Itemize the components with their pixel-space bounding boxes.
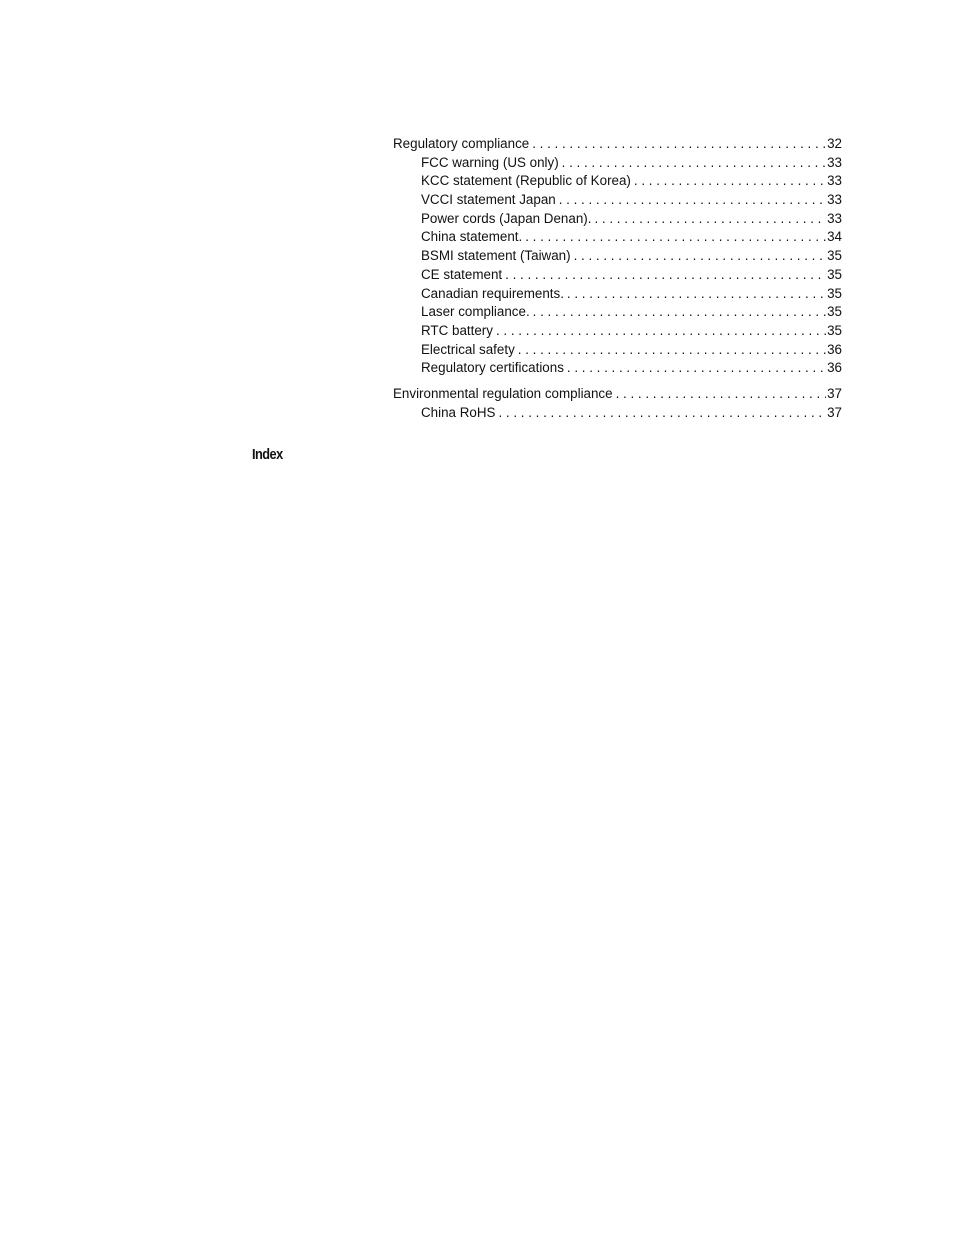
toc-entry[interactable] [393,191,842,210]
toc-entry-page: 33 [827,192,842,208]
toc-entry-page: 35 [827,322,842,338]
toc-entry-title: Laser compliance. [421,304,530,320]
toc-entry[interactable] [393,322,842,341]
dot-leader [559,191,826,210]
dot-leader [594,210,826,229]
toc-entry-page: 33 [827,173,842,189]
dot-leader [496,322,826,341]
dot-leader [533,303,826,322]
dot-leader [562,154,826,173]
dot-leader [574,247,827,266]
dot-leader [634,172,826,191]
dot-leader [567,359,826,378]
toc-entry-page: 35 [827,248,842,264]
toc-entry-page: 37 [827,404,842,420]
toc-entry-page: 35 [827,304,842,320]
toc-entry-page: 36 [827,341,842,357]
toc-entry-title: RTC battery [421,322,493,338]
dot-leader [532,135,826,154]
toc-entry-title: CE statement [421,266,503,282]
toc-entry-title: VCCI statement Japan [421,192,556,208]
toc-entry[interactable] [393,247,842,266]
toc-entry-page: 33 [827,154,842,170]
toc-entry-page: 35 [827,285,842,301]
toc-entry-page: 35 [827,266,842,282]
toc-entry[interactable] [393,404,842,423]
dot-leader [505,266,826,285]
toc-entry[interactable] [393,385,842,404]
toc-entry-title: Regulatory certifications [421,360,564,376]
toc-entry-page: 32 [827,136,842,151]
dot-leader [567,285,826,304]
toc-entry[interactable] [393,341,842,360]
toc-entry[interactable] [393,210,842,229]
dot-leader [616,385,827,404]
toc-entry[interactable] [393,266,842,285]
toc-entry-page: 36 [827,360,842,376]
toc-entry-title: BSMI statement (Taiwan) [421,248,571,264]
toc-entry-title: FCC warning (US only) [421,154,559,170]
toc-entry[interactable] [393,303,842,322]
toc-group-regulatory [393,135,842,378]
toc-entry[interactable] [393,154,842,173]
toc-entry-page: 33 [827,210,842,226]
toc-entry-page: 37 [827,385,842,401]
toc-entry[interactable] [393,359,842,378]
toc-entry-title: KCC statement (Republic of Korea) [421,173,631,189]
toc-entry-title: Regulatory compliance [393,136,530,151]
toc-entry-title: China RoHS [421,404,496,420]
toc-entry-page: 34 [827,229,842,245]
dot-leader [498,404,826,423]
toc-entry-title: China statement. [421,229,523,245]
toc-entry-title: Power cords (Japan Denan). [421,210,592,226]
dot-leader [525,228,826,247]
toc-group-environmental [393,385,842,422]
toc-entry[interactable] [393,285,842,304]
toc-entry-title: Canadian requirements. [421,285,564,301]
toc-entry[interactable] [393,135,842,154]
dot-leader [518,341,826,360]
toc-entry-title: Environmental regulation compliance [393,385,613,401]
table-of-contents [393,135,842,429]
index-heading: Index [252,447,283,463]
toc-entry[interactable] [393,228,842,247]
toc-entry-title: Electrical safety [421,341,515,357]
toc-entry[interactable] [393,172,842,191]
